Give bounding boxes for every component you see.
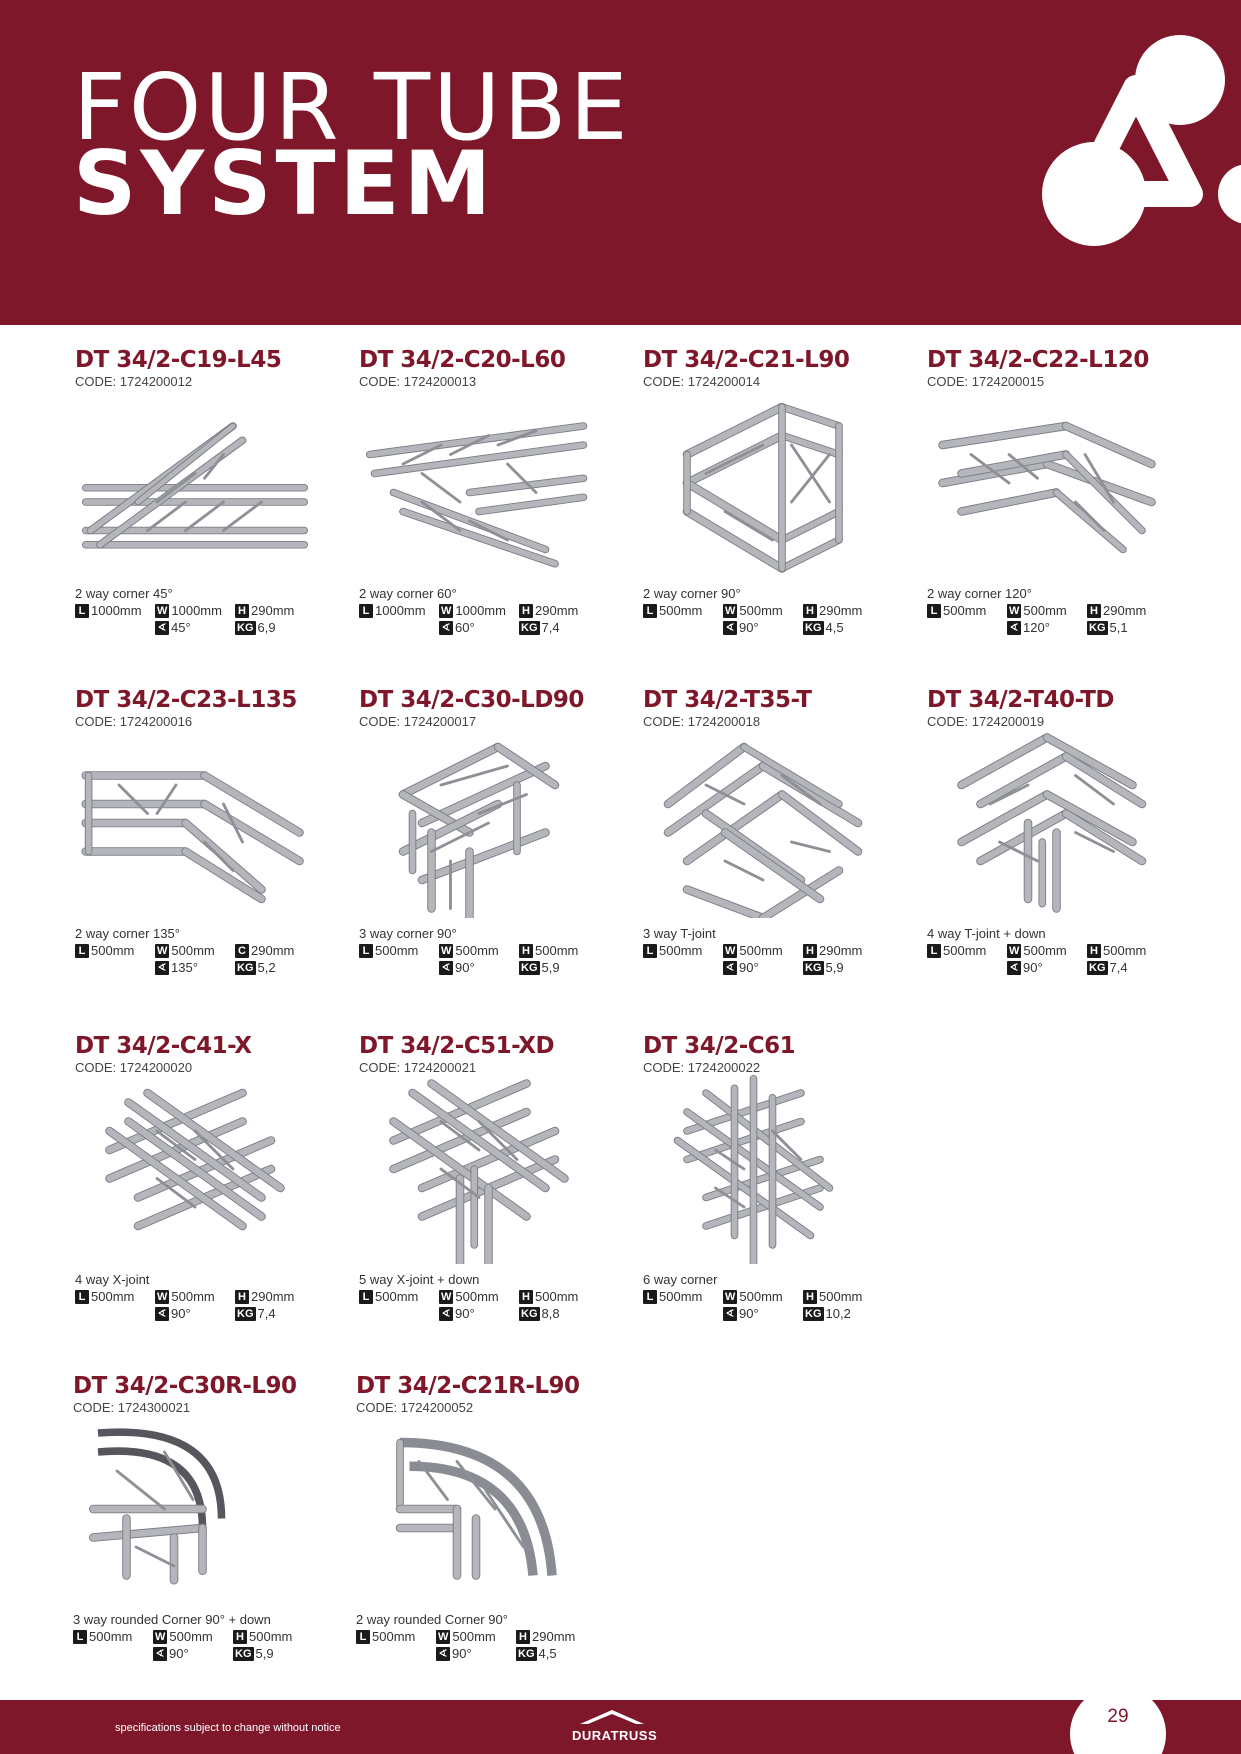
product-description: 3 way corner 90° xyxy=(359,926,457,941)
width-value: 500mm xyxy=(1023,943,1067,958)
product-code: CODE: 1724200014 xyxy=(643,374,761,389)
height-value: 290mm xyxy=(251,603,295,618)
product-name: DT 34/2-C19-L45 xyxy=(75,347,282,373)
angle-value: 120° xyxy=(1023,620,1050,635)
height-value: 290mm xyxy=(251,1289,295,1304)
product-code: CODE: 1724200052 xyxy=(356,1400,474,1415)
width-badge: W xyxy=(155,1630,166,1643)
weight-value: 5,9 xyxy=(541,960,560,975)
angle-icon: ∢ xyxy=(436,1647,450,1661)
width-badge: W xyxy=(725,1290,736,1303)
spec-length xyxy=(927,603,986,618)
spec-weight xyxy=(235,1306,276,1321)
spec-width xyxy=(723,943,783,958)
angle-icon: ∢ xyxy=(439,1307,453,1321)
length-badge: L xyxy=(75,944,89,958)
height-value: 290mm xyxy=(819,943,863,958)
spec-width xyxy=(153,1629,213,1644)
truss-corner-135-icon xyxy=(75,728,315,918)
product-description: 6 way corner xyxy=(643,1272,718,1287)
spec-height xyxy=(233,1629,292,1644)
product-description: 5 way X-joint + down xyxy=(359,1272,480,1287)
spec-angle xyxy=(1007,620,1050,635)
height-badge: H xyxy=(1087,944,1101,958)
truss-x-joint-down-icon xyxy=(359,1074,599,1264)
weight-badge: KG xyxy=(521,621,538,634)
angle-icon: ∢ xyxy=(155,621,169,635)
product-card xyxy=(75,348,345,668)
weight-badge: KG xyxy=(237,621,254,634)
spec-weight xyxy=(516,1646,557,1661)
product-name: DT 34/2-C61 xyxy=(643,1033,796,1059)
spec-length xyxy=(643,1289,702,1304)
height-badge: H xyxy=(235,1290,249,1304)
spec-angle xyxy=(1007,960,1043,975)
spec-height xyxy=(235,943,294,958)
product-name: DT 34/2-C30-LD90 xyxy=(359,687,584,713)
weight-value: 4,5 xyxy=(538,1646,557,1661)
width-value: 500mm xyxy=(171,943,215,958)
truss-3way-corner-icon xyxy=(359,728,599,918)
length-badge: L xyxy=(359,944,373,958)
spec-weight xyxy=(1087,620,1128,635)
truss-6way-corner-icon xyxy=(643,1074,883,1264)
product-name: DT 34/2-C22-L120 xyxy=(927,347,1149,373)
product-card xyxy=(359,1034,629,1354)
spec-width xyxy=(723,603,783,618)
spec-weight xyxy=(519,620,560,635)
spec-weight xyxy=(519,1306,560,1321)
width-value: 500mm xyxy=(169,1629,213,1644)
truss-corner-90-icon xyxy=(643,388,883,578)
product-name: DT 34/2-C41-X xyxy=(75,1033,252,1059)
weight-value: 7,4 xyxy=(1109,960,1128,975)
height-badge: H xyxy=(235,604,249,618)
height-badge: H xyxy=(519,1290,533,1304)
spec-height xyxy=(516,1629,575,1644)
weight-value: 7,4 xyxy=(541,620,560,635)
width-value: 500mm xyxy=(739,943,783,958)
length-badge: L xyxy=(927,604,941,618)
product-card xyxy=(356,1374,626,1694)
spec-height xyxy=(235,603,294,618)
width-value: 1000mm xyxy=(455,603,506,618)
page-number: 29 xyxy=(1107,1706,1129,1727)
angle-value: 90° xyxy=(1023,960,1043,975)
spec-length xyxy=(75,603,142,618)
height-value: 500mm xyxy=(819,1289,863,1304)
length-value: 500mm xyxy=(89,1629,133,1644)
page-header xyxy=(0,0,1241,325)
spec-width xyxy=(723,1289,783,1304)
spec-length xyxy=(643,603,702,618)
product-name: DT 34/2-C20-L60 xyxy=(359,347,566,373)
truss-rounded-corner-icon xyxy=(356,1414,596,1604)
length-value: 500mm xyxy=(375,943,419,958)
angle-value: 60° xyxy=(455,620,475,635)
product-code: CODE: 1724200015 xyxy=(927,374,1045,389)
product-card xyxy=(643,348,913,668)
spec-width xyxy=(155,1289,215,1304)
length-badge: L xyxy=(643,944,657,958)
width-value: 500mm xyxy=(455,1289,499,1304)
spec-width xyxy=(439,943,499,958)
spec-weight xyxy=(233,1646,274,1661)
spec-length xyxy=(75,1289,134,1304)
length-badge: L xyxy=(75,1290,89,1304)
product-name: DT 34/2-C23-L135 xyxy=(75,687,297,713)
length-badge: L xyxy=(356,1630,370,1644)
product-card xyxy=(643,688,913,1008)
width-badge: W xyxy=(438,1630,449,1643)
length-value: 1000mm xyxy=(375,603,426,618)
weight-badge: KG xyxy=(1089,961,1106,974)
spec-width xyxy=(439,1289,499,1304)
product-code: CODE: 1724200016 xyxy=(75,714,193,729)
product-card xyxy=(927,348,1197,668)
angle-icon: ∢ xyxy=(439,621,453,635)
spec-width xyxy=(1007,603,1067,618)
weight-badge: KG xyxy=(235,1647,252,1660)
product-description: 4 way X-joint xyxy=(75,1272,150,1287)
spec-angle xyxy=(723,1306,759,1321)
brand-roof-icon xyxy=(572,1706,652,1726)
width-value: 1000mm xyxy=(171,603,222,618)
angle-icon: ∢ xyxy=(155,961,169,975)
width-value: 500mm xyxy=(171,1289,215,1304)
product-card xyxy=(75,688,345,1008)
height-value: 500mm xyxy=(535,1289,579,1304)
length-badge: L xyxy=(75,604,89,618)
width-badge: W xyxy=(725,944,736,957)
title-line-1: FOUR TUBE xyxy=(73,54,631,161)
spec-width xyxy=(155,603,222,618)
weight-value: 8,8 xyxy=(541,1306,560,1321)
product-name: DT 34/2-C51-XD xyxy=(359,1033,555,1059)
angle-value: 90° xyxy=(739,1306,759,1321)
height-badge: H xyxy=(516,1630,530,1644)
spec-height xyxy=(519,943,578,958)
spec-length xyxy=(75,943,134,958)
angle-value: 90° xyxy=(171,1306,191,1321)
spec-width xyxy=(1007,943,1067,958)
angle-icon: ∢ xyxy=(723,621,737,635)
length-badge: L xyxy=(643,604,657,618)
angle-icon: ∢ xyxy=(1007,961,1021,975)
weight-badge: KG xyxy=(1089,621,1106,634)
width-badge: W xyxy=(157,1290,168,1303)
brand-name: DURATRUSS xyxy=(572,1728,658,1743)
truss-x-joint-icon xyxy=(75,1074,315,1264)
disclaimer-text: specifications subject to change without notice xyxy=(115,1722,341,1734)
weight-value: 5,1 xyxy=(1109,620,1128,635)
spec-height xyxy=(1087,603,1146,618)
width-badge: W xyxy=(1009,604,1020,617)
spec-width xyxy=(436,1629,496,1644)
spec-angle xyxy=(723,620,759,635)
spec-length xyxy=(359,603,426,618)
length-value: 500mm xyxy=(943,943,987,958)
height-value: 290mm xyxy=(251,943,295,958)
truss-corner-120-icon xyxy=(927,388,1167,578)
length-value: 1000mm xyxy=(91,603,142,618)
length-badge: L xyxy=(359,1290,373,1304)
weight-value: 5,2 xyxy=(257,960,276,975)
spec-length xyxy=(73,1629,132,1644)
weight-badge: KG xyxy=(805,1307,822,1320)
height-badge: H xyxy=(803,604,817,618)
weight-badge: KG xyxy=(521,1307,538,1320)
weight-badge: KG xyxy=(805,621,822,634)
angle-icon: ∢ xyxy=(439,961,453,975)
product-code: CODE: 1724200017 xyxy=(359,714,477,729)
length-badge: L xyxy=(359,604,373,618)
width-value: 500mm xyxy=(739,1289,783,1304)
width-badge: W xyxy=(1009,944,1020,957)
product-description: 2 way corner 45° xyxy=(75,586,173,601)
product-description: 2 way corner 120° xyxy=(927,586,1032,601)
angle-value: 90° xyxy=(169,1646,189,1661)
length-badge: L xyxy=(73,1630,87,1644)
spec-angle xyxy=(155,1306,191,1321)
width-badge: W xyxy=(441,1290,452,1303)
spec-length xyxy=(643,943,702,958)
product-code: CODE: 1724200020 xyxy=(75,1060,193,1075)
product-description: 2 way corner 90° xyxy=(643,586,741,601)
angle-icon: ∢ xyxy=(153,1647,167,1661)
product-card xyxy=(359,348,629,668)
length-value: 500mm xyxy=(943,603,987,618)
product-name: DT 34/2-T40-TD xyxy=(927,687,1115,713)
product-name: DT 34/2-T35-T xyxy=(643,687,812,713)
spec-height xyxy=(803,1289,862,1304)
spec-weight xyxy=(803,960,844,975)
height-value: 290mm xyxy=(1103,603,1147,618)
weight-value: 7,4 xyxy=(257,1306,276,1321)
spec-angle xyxy=(723,960,759,975)
spec-weight xyxy=(1087,960,1128,975)
length-badge: L xyxy=(643,1290,657,1304)
product-card xyxy=(643,1034,913,1354)
brand-triangle-icon xyxy=(1040,30,1241,260)
weight-value: 6,9 xyxy=(257,620,276,635)
angle-value: 135° xyxy=(171,960,198,975)
product-description: 3 way T-joint xyxy=(643,926,716,941)
spec-angle xyxy=(439,960,475,975)
length-value: 500mm xyxy=(659,943,703,958)
title-line-2: SYSTEM xyxy=(73,132,496,235)
width-badge: W xyxy=(725,604,736,617)
height-badge: H xyxy=(1087,604,1101,618)
weight-badge: KG xyxy=(237,1307,254,1320)
spec-height xyxy=(1087,943,1146,958)
weight-value: 10,2 xyxy=(825,1306,851,1321)
angle-value: 90° xyxy=(455,960,475,975)
spec-height xyxy=(803,603,862,618)
height-badge: H xyxy=(803,944,817,958)
truss-corner-60-icon xyxy=(359,388,599,578)
spec-angle xyxy=(439,1306,475,1321)
product-name: DT 34/2-C30R-L90 xyxy=(73,1373,297,1399)
angle-value: 45° xyxy=(171,620,191,635)
spec-angle xyxy=(155,620,191,635)
product-card xyxy=(75,1034,345,1354)
spec-height xyxy=(519,603,578,618)
product-code: CODE: 1724200021 xyxy=(359,1060,477,1075)
height-value: 500mm xyxy=(249,1629,293,1644)
length-value: 500mm xyxy=(91,1289,135,1304)
spec-length xyxy=(927,943,986,958)
spec-width xyxy=(439,603,506,618)
spec-length xyxy=(359,943,418,958)
length-badge: L xyxy=(927,944,941,958)
spec-weight xyxy=(803,620,844,635)
truss-corner-45-icon xyxy=(75,388,315,578)
footer-logo xyxy=(572,1706,658,1748)
product-card xyxy=(927,688,1197,1008)
spec-height xyxy=(803,943,862,958)
spec-weight xyxy=(803,1306,851,1321)
spec-angle xyxy=(436,1646,472,1661)
weight-badge: KG xyxy=(518,1647,535,1660)
width-value: 500mm xyxy=(1023,603,1067,618)
truss-t-joint-down-icon xyxy=(927,728,1167,918)
product-description: 4 way T-joint + down xyxy=(927,926,1046,941)
spec-width xyxy=(155,943,215,958)
height-badge: H xyxy=(233,1630,247,1644)
height-badge: H xyxy=(519,944,533,958)
angle-icon: ∢ xyxy=(155,1307,169,1321)
product-description: 2 way rounded Corner 90° xyxy=(356,1612,508,1627)
product-code: CODE: 1724200013 xyxy=(359,374,477,389)
height-value: 290mm xyxy=(532,1629,576,1644)
product-code: CODE: 1724200012 xyxy=(75,374,193,389)
spec-angle xyxy=(439,620,475,635)
page-footer xyxy=(0,1700,1241,1754)
height-value: 500mm xyxy=(535,943,579,958)
angle-icon: ∢ xyxy=(723,961,737,975)
spec-weight xyxy=(235,960,276,975)
angle-value: 90° xyxy=(739,960,759,975)
spec-height xyxy=(235,1289,294,1304)
width-value: 500mm xyxy=(739,603,783,618)
angle-value: 90° xyxy=(455,1306,475,1321)
truss-t-joint-icon xyxy=(643,728,883,918)
width-value: 500mm xyxy=(455,943,499,958)
length-value: 500mm xyxy=(659,1289,703,1304)
spec-angle xyxy=(153,1646,189,1661)
truss-rounded-corner-down-icon xyxy=(73,1414,313,1604)
spec-height xyxy=(519,1289,578,1304)
height-value: 500mm xyxy=(1103,943,1147,958)
spec-length xyxy=(359,1289,418,1304)
width-badge: W xyxy=(157,604,168,617)
spec-weight xyxy=(519,960,560,975)
weight-value: 5,9 xyxy=(825,960,844,975)
weight-badge: KG xyxy=(805,961,822,974)
length-value: 500mm xyxy=(91,943,135,958)
weight-value: 4,5 xyxy=(825,620,844,635)
product-description: 3 way rounded Corner 90° + down xyxy=(73,1612,271,1627)
length-value: 500mm xyxy=(659,603,703,618)
angle-value: 90° xyxy=(452,1646,472,1661)
weight-badge: KG xyxy=(521,961,538,974)
product-description: 2 way corner 135° xyxy=(75,926,180,941)
length-value: 500mm xyxy=(375,1289,419,1304)
product-name: DT 34/2-C21-L90 xyxy=(643,347,850,373)
page-number-badge xyxy=(1070,1686,1166,1754)
width-badge: W xyxy=(157,944,168,957)
spec-angle xyxy=(155,960,198,975)
width-value: 500mm xyxy=(452,1629,496,1644)
product-code: CODE: 1724200018 xyxy=(643,714,761,729)
product-code: CODE: 1724200022 xyxy=(643,1060,761,1075)
angle-value: 90° xyxy=(739,620,759,635)
width-badge: W xyxy=(441,604,452,617)
height-value: 290mm xyxy=(819,603,863,618)
width-badge: W xyxy=(441,944,452,957)
weight-badge: KG xyxy=(237,961,254,974)
product-name: DT 34/2-C21R-L90 xyxy=(356,1373,580,1399)
weight-value: 5,9 xyxy=(255,1646,274,1661)
product-card xyxy=(73,1374,343,1694)
angle-icon: ∢ xyxy=(723,1307,737,1321)
product-card xyxy=(359,688,629,1008)
product-code: CODE: 1724200019 xyxy=(927,714,1045,729)
length-value: 500mm xyxy=(372,1629,416,1644)
height-badge: H xyxy=(519,604,533,618)
spec-length xyxy=(356,1629,415,1644)
spec-weight xyxy=(235,620,276,635)
height-value: 290mm xyxy=(535,603,579,618)
product-code: CODE: 1724300021 xyxy=(73,1400,191,1415)
height-badge: C xyxy=(235,944,249,958)
product-description: 2 way corner 60° xyxy=(359,586,457,601)
height-badge: H xyxy=(803,1290,817,1304)
angle-icon: ∢ xyxy=(1007,621,1021,635)
